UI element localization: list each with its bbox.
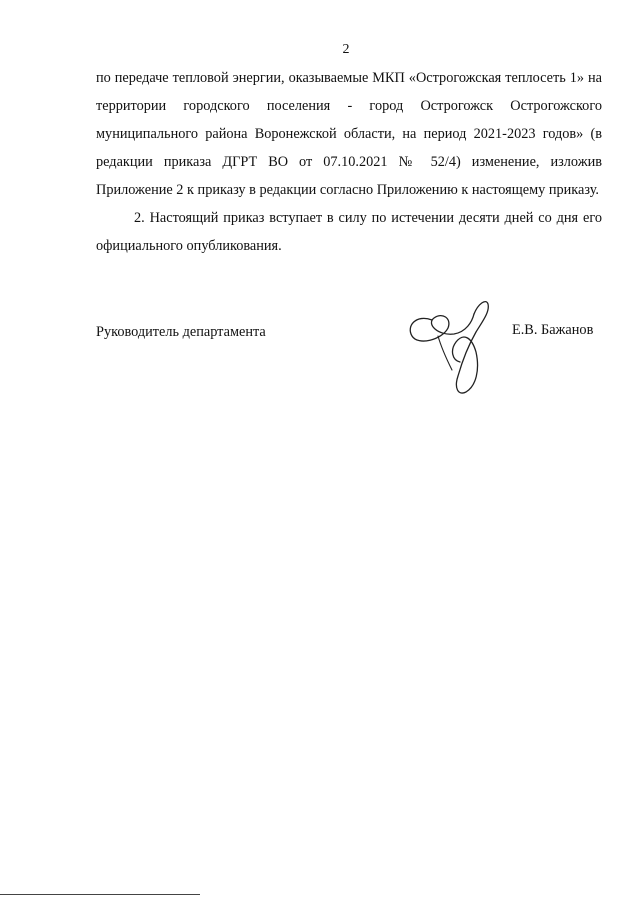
handwritten-signature [402, 292, 506, 402]
signatory-role: Руководитель департамента [96, 324, 266, 340]
paragraph-2: 2. Настоящий приказ вступает в силу по истечении десяти дней со дня его официального опубликования. [96, 210, 602, 254]
footer-divider [0, 894, 200, 895]
document-body [96, 64, 602, 260]
paragraph-1: по передаче тепловой энергии, оказываемые МКП «Острогожская теплосеть 1» на территории городского поселения - город Острогожск Острогожского муниципального района Воронежской области, на период 2021-2023 годов» (в редакции приказа ДГРТ ВО от 07.10.2021 № 52/4) изменение, изложив Приложение 2 к приказу в редакции согласно Приложению к настоящему приказу. [96, 70, 602, 198]
page-number: 2 [342, 42, 350, 57]
signatory-name: Е.В. Бажанов [512, 322, 594, 338]
